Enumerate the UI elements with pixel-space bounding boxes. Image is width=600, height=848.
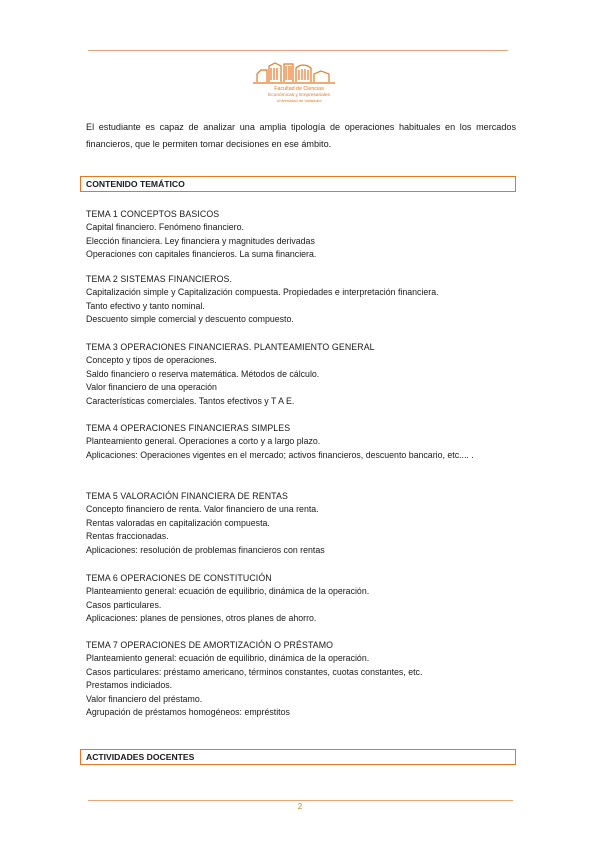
tema-line: Prestamos indiciados.: [86, 680, 173, 691]
tema-line: Planteamiento general. Operaciones a corto y a largo plazo.: [86, 436, 321, 447]
tema-line: Valor financiero de una operación: [86, 382, 217, 393]
footer-rule: [88, 800, 513, 801]
tema-line: Elección financiera. Ley financiera y magnitudes derivadas: [86, 235, 315, 246]
tema-line: Capital financiero. Fenómeno financiero.: [86, 222, 244, 233]
tema-line: Descuento simple comercial y descuento compuesto.: [86, 314, 294, 325]
tema-block: [86, 490, 516, 557]
tema-title: TEMA 5 VALORACIÓN FINANCIERA DE RENTAS: [86, 491, 288, 501]
tema-block: [86, 208, 516, 262]
logo-line2: Económicas y Empresariales: [268, 93, 330, 98]
tema-line: Operaciones con capitales financieros. La suma financiera.: [86, 249, 317, 260]
tema-line: Aplicaciones: Operaciones vigentes en el mercado; activos financieros, descuento bancario, etc.... .: [86, 449, 474, 460]
tema-title: TEMA 1 CONCEPTOS BASICOS: [86, 209, 220, 219]
tema-line: Tanto efectivo y tanto nominal.: [86, 300, 205, 311]
logo-line1: Facultad de Ciencias: [274, 86, 324, 92]
tema-line: Aplicaciones: planes de pensiones, otros planes de ahorro.: [86, 613, 317, 624]
tema-title: TEMA 4 OPERACIONES FINANCIERAS SIMPLES: [86, 423, 291, 433]
faculty-logo: [251, 60, 339, 108]
intro-paragraph: El estudiante es capaz de analizar una amplia tipología de operaciones habituales en los mercados financieros, que le permiten tomar decisiones en ese ámbito.: [86, 122, 516, 149]
faculty-building-logo-icon: [251, 60, 339, 108]
tema-block: [86, 341, 516, 408]
tema-line: Agrupación de préstamos homogéneos: empréstitos: [86, 707, 290, 718]
header-rule: [88, 50, 508, 51]
tema-line: Valor financiero del préstamo.: [86, 693, 203, 704]
tema-line: Saldo financiero o reserva matemática. Métodos de cálculo.: [86, 368, 320, 379]
tema-title: TEMA 3 OPERACIONES FINANCIERAS. PLANTEAMIENTO GENERAL: [86, 342, 375, 352]
tema-title: TEMA 6 OPERACIONES DE CONSTITUCIÓN: [86, 573, 272, 583]
section-actividades-docentes: ACTIVIDADES DOCENTES: [80, 749, 516, 765]
tema-line: Concepto financiero de renta. Valor financiero de una renta.: [86, 504, 319, 515]
tema-line: Casos particulares.: [86, 599, 162, 610]
tema-line: Casos particulares: préstamo americano, términos constantes, cuotas constantes, etc.: [86, 666, 423, 677]
tema-line: Concepto y tipos de operaciones.: [86, 355, 217, 366]
tema-block: [86, 572, 516, 626]
tema-line: Rentas valoradas en capitalización compuesta.: [86, 517, 270, 528]
tema-line: Planteamiento general: ecuación de equilibrio, dinámica de la operación.: [86, 586, 370, 597]
tema-line: Características comerciales. Tantos efectivos y T A E.: [86, 395, 295, 406]
tema-block: [86, 422, 516, 462]
tema-title: TEMA 7 OPERACIONES DE AMORTIZACIÓN O PRÉSTAMO: [86, 640, 334, 650]
tema-line: Aplicaciones: resolución de problemas financieros con rentas: [86, 544, 325, 555]
logo-line3: Universidad de Valladolid: [276, 98, 322, 103]
tema-block: [86, 639, 516, 719]
tema-line: Capitalización simple y Capitalización compuesta. Propiedades e interpretación financiera.: [86, 287, 439, 298]
page-number: 2: [297, 802, 303, 811]
tema-block: [86, 273, 516, 327]
section-contenido-tematico: CONTENIDO TEMÁTICO: [80, 176, 516, 192]
tema-line: Rentas fraccionadas.: [86, 531, 169, 542]
tema-line: Planteamiento general: ecuación de equilibrio, dinámica de la operación.: [86, 653, 370, 664]
tema-title: TEMA 2 SISTEMAS FINANCIEROS.: [86, 274, 233, 284]
